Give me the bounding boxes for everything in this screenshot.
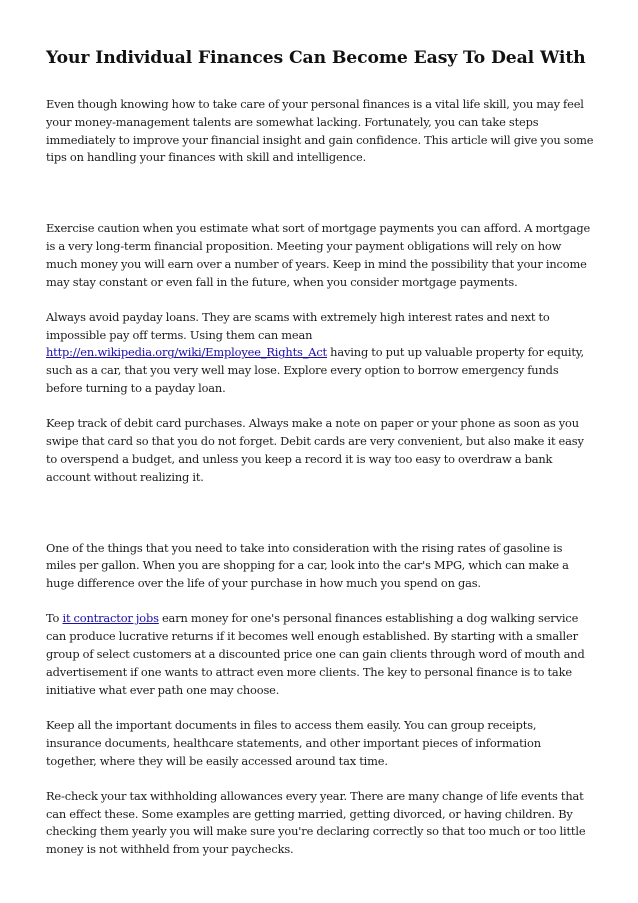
spacer	[46, 770, 594, 788]
paragraph-documents: Keep all the important documents in files to access them easily. You can group receipts, insurance documents, healthcare statements, and other important pieces of information together, where they will be easily accessed around tax time.	[46, 717, 541, 768]
paragraph-text: having to put up valuable property for equity, such as a car, that you very well may lose. Explore every option to borrow emergency funds before turning to a payday loan.	[46, 345, 585, 396]
paragraph-text: Always avoid payday loans. They are scams with extremely high interest rates and next to impossible pay off terms. Using them can mean	[46, 309, 550, 342]
spacer	[46, 291, 594, 309]
contractor-jobs-link[interactable]: it contractor jobs	[62, 611, 159, 626]
spacer	[46, 699, 594, 717]
paragraph-text: earn money for one's personal finances establishing a dog walking service can produce lucrative returns if it becomes well enough established. By starting with a smaller group of select customers at a discounted price one can gain clients through word of mouth and advertisement if one wants to attract even more clients. The key to personal finance is to take initiative what ever path one may choose.	[46, 611, 585, 697]
spacer	[46, 487, 594, 540]
paragraph-mortgage: Exercise caution when you estimate what sort of mortgage payments you can afford. A mortgage is a very long-term financial proposition. Meeting your payment obligations will rely on how much money you will earn over a number of years. Keep in mind the possibility that your income may stay constant or even fall in the future, when you consider mortgage payments.	[46, 221, 591, 289]
paragraph-payday-loans	[46, 309, 594, 398]
paragraph-dog-walking	[46, 610, 594, 699]
spacer	[46, 167, 594, 220]
article-title: Your Individual Finances Can Become Easy To Deal With	[46, 48, 586, 68]
employee-rights-act-link[interactable]: http://en.wikipedia.org/wiki/Employee_Rights_Act	[46, 345, 327, 360]
paragraph-gasoline: One of the things that you need to take into consideration with the rising rates of gasoline is miles per gallon. When you are shopping for a car, look into the car's MPG, which can make a huge difference over the life of your purchase in how much you spend on gas.	[46, 540, 569, 591]
paragraph-debit-card: Keep track of debit card purchases. Always make a note on paper or your phone as soon as you swipe that card so that you do not forget. Debit cards are very convenient, but also make it easy to overspend a budget, and unless you keep a record it is way too easy to overdraw a bank account without realizing it.	[46, 416, 584, 484]
paragraph-tax-withholding: Re-check your tax withholding allowances every year. There are many change of life events that can effect these. Some examples are getting married, getting divorced, or having children. By checking them yearly you will make sure you're declaring correctly so that too much or too little money is not withheld from your paychecks.	[46, 788, 586, 857]
paragraph-intro: Even though knowing how to take care of your personal finances is a vital life skill, you may feel your money-management talents are somewhat lacking. Fortunately, you can take steps immediately to improve your financial insight and gain confidence. This article will give you some tips on handling your finances with skill and intelligence.	[46, 97, 594, 165]
spacer	[46, 593, 594, 611]
paragraph-text: To	[46, 611, 63, 626]
spacer	[46, 398, 594, 416]
